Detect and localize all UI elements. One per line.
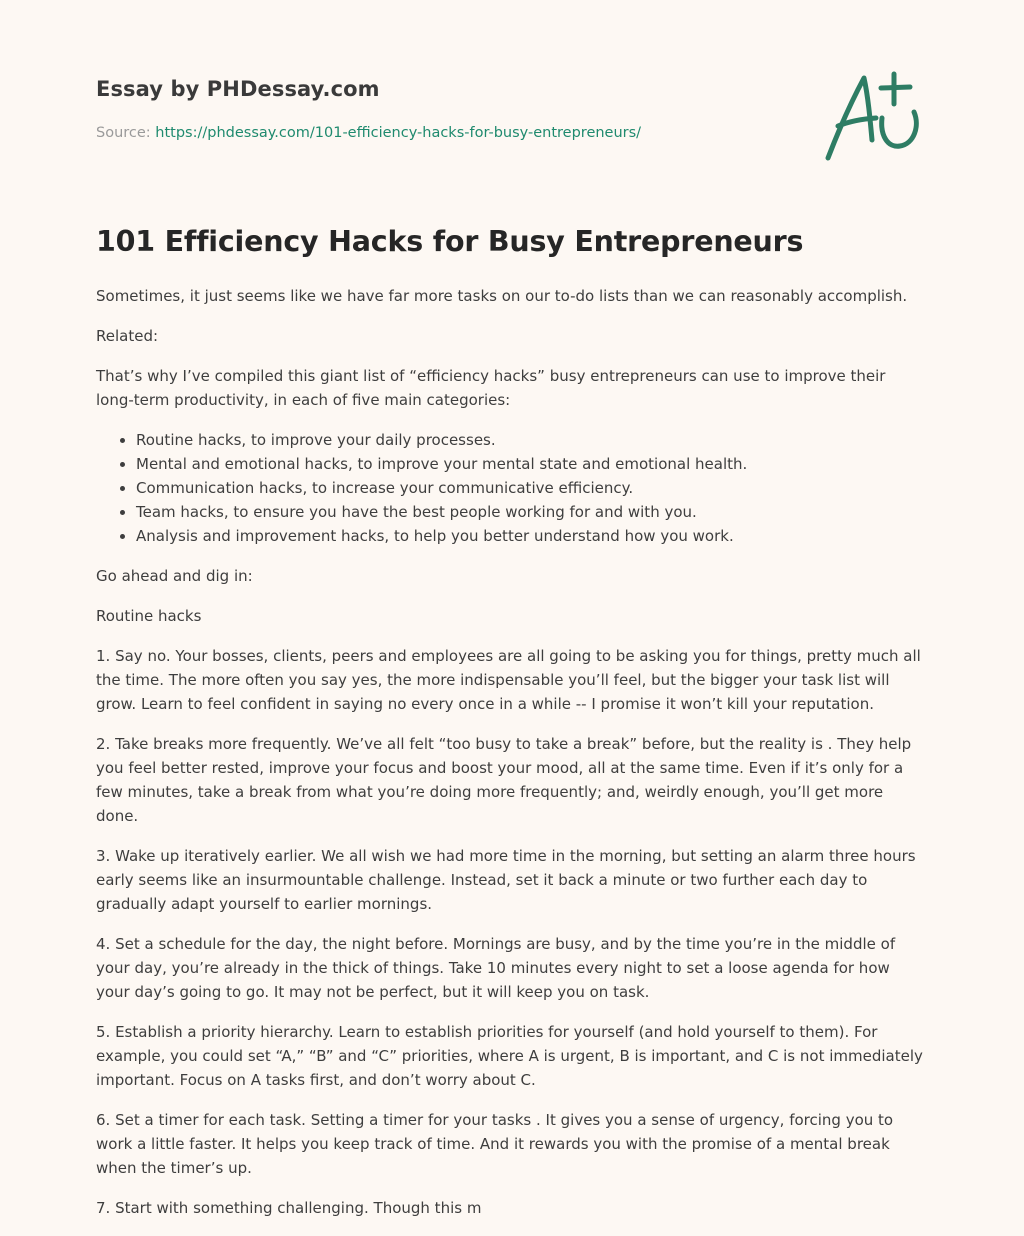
source-label: Source: <box>96 125 151 141</box>
list-item: • Team hacks, to ensure you have the best people working for and with you. <box>136 500 926 524</box>
paragraph-dig-in: Go ahead and dig in: <box>96 567 253 585</box>
hack-paragraph: 4. Set a schedule for the day, the night before. Mornings are busy, and by the time you’re in the middle of your day, you’re already in the thick of things. Take 10 minutes every night to set a loose agenda for how your day’s going to go. It may not be perfect, but it will keep you on task. <box>96 935 896 1001</box>
source-link[interactable]: https://phdessay.com/101-efficiency-hacks-for-busy-entrepreneurs/ <box>155 125 642 141</box>
paragraph-intro: Sometimes, it just seems like we have far more tasks on our to-do lists than we can reasonably accomplish. <box>96 287 908 305</box>
hack-paragraph: 5. Establish a priority hierarchy. Learn to establish priorities for yourself (and hold yourself to them). For example, you could set “A,” “B” and “C” priorities, where A is urgent, B is important, and C is not immediately important. Focus on A tasks first, and don’t worry about C. <box>96 1023 923 1089</box>
list-item: • Communication hacks, to increase your communicative efficiency. <box>136 476 926 500</box>
brand-title: Essay by PHDessay.com <box>96 77 380 101</box>
a-plus-logo-icon <box>824 66 928 166</box>
category-list <box>96 428 926 548</box>
hack-paragraph: 3. Wake up iteratively earlier. We all wish we had more time in the morning, but setting an alarm three hours early seems like an insurmountable challenge. Instead, set it back a minute or two further each day to gradually adapt yourself to earlier mornings. <box>96 847 916 913</box>
list-item: • Analysis and improvement hacks, to help you better understand how you work. <box>136 524 926 548</box>
hack-paragraph: 7. Start with something challenging. Though this m <box>96 1199 482 1217</box>
hack-paragraph: 6. Set a timer for each task. Setting a timer for your tasks . It gives you a sense of urgency, forcing you to work a little faster. It helps you keep track of time. And it rewards you with the promise of a mental break when the timer’s up. <box>96 1111 894 1177</box>
paragraph-related: Related: <box>96 327 159 345</box>
list-item: • Routine hacks, to improve your daily processes. <box>136 428 926 452</box>
paragraph-compiled: That’s why I’ve compiled this giant list of “efficiency hacks” busy entrepreneurs can use to improve their long-term productivity, in each of five main categories: <box>96 367 886 409</box>
hack-paragraph: 1. Say no. Your bosses, clients, peers and employees are all going to be asking you for things, pretty much all the time. The more often you say yes, the more indispensable you’ll feel, but the bigger your task list will grow. Learn to feel confident in saying no every once in a while -- I promise it won’t kill your reputation. <box>96 647 921 713</box>
essay-body <box>96 284 926 1236</box>
source-line <box>96 125 641 141</box>
essay-title: 101 Efficiency Hacks for Busy Entrepreneurs <box>96 225 804 258</box>
hack-paragraph: 2. Take breaks more frequently. We’ve all felt “too busy to take a break” before, but the reality is . They help you feel better rested, improve your focus and boost your mood, all at the same time. Even if it’s only for a few minutes, take a break from what you’re doing more frequently; and, weirdly enough, you’ll get more done. <box>96 735 912 825</box>
list-item: • Mental and emotional hacks, to improve your mental state and emotional health. <box>136 452 926 476</box>
section-heading-routine: Routine hacks <box>96 607 202 625</box>
